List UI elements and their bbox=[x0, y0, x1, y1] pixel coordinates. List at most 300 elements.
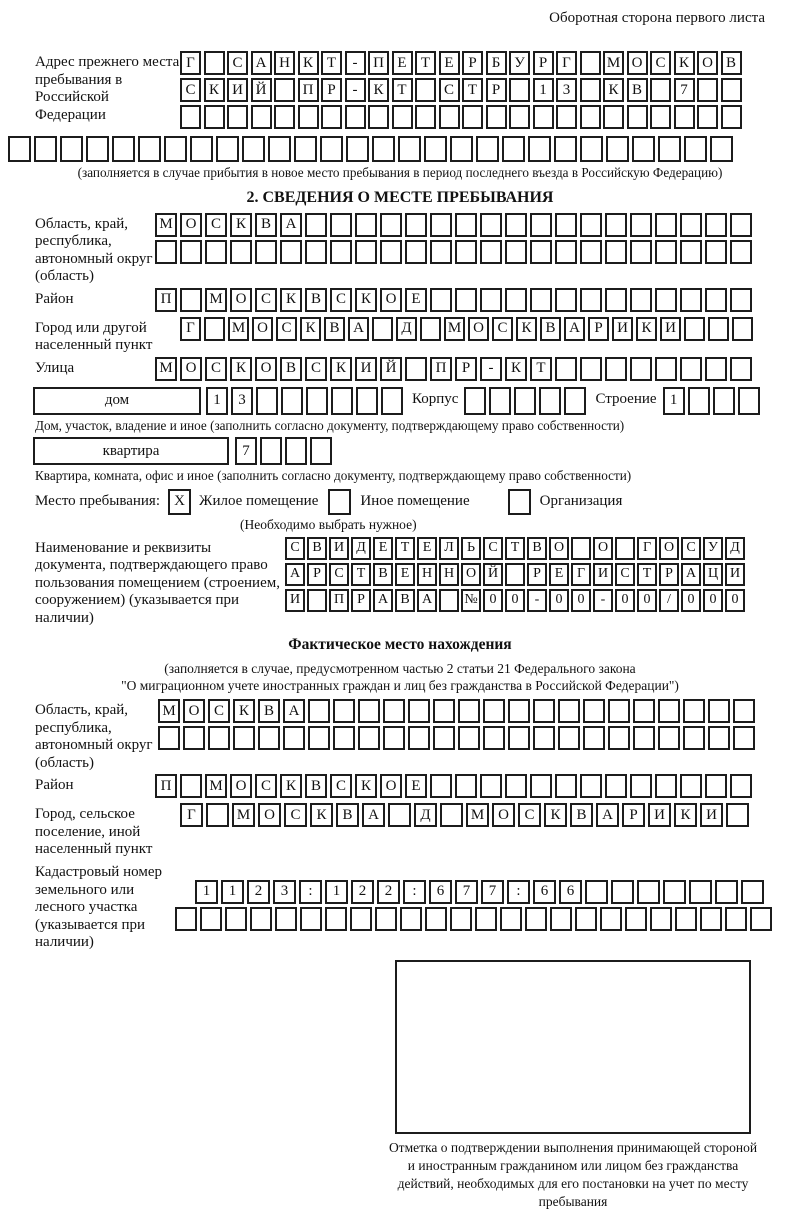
char-box bbox=[528, 136, 551, 162]
char-box: В bbox=[627, 78, 648, 102]
section2-title: 2. СВЕДЕНИЯ О МЕСТЕ ПРЕБЫВАНИЯ bbox=[246, 188, 554, 206]
char-box bbox=[346, 136, 369, 162]
char-box: В bbox=[721, 51, 742, 75]
char-box: 7 bbox=[455, 880, 478, 904]
char-box: О bbox=[593, 537, 613, 560]
char-box: А bbox=[564, 317, 585, 341]
char-box bbox=[738, 387, 760, 415]
char-box bbox=[708, 726, 730, 750]
char-box: О bbox=[697, 51, 718, 75]
char-box: Г bbox=[180, 803, 203, 827]
char-box bbox=[730, 774, 752, 798]
char-box: 0 bbox=[681, 589, 701, 612]
checkbox-organization[interactable] bbox=[508, 489, 531, 515]
char-box bbox=[633, 726, 655, 750]
char-box bbox=[225, 907, 247, 931]
char-box bbox=[658, 699, 680, 723]
field-street bbox=[35, 357, 765, 384]
residential-label: Жилое помещение bbox=[199, 493, 319, 510]
char-box: У bbox=[509, 51, 530, 75]
field-actual-district bbox=[35, 774, 765, 801]
char-box bbox=[205, 240, 227, 264]
char-box bbox=[256, 387, 278, 415]
char-box bbox=[8, 136, 31, 162]
char-box bbox=[630, 288, 652, 312]
previous-address-row-2[interactable] bbox=[180, 78, 765, 102]
char-box: С bbox=[492, 317, 513, 341]
char-box bbox=[650, 907, 672, 931]
char-box bbox=[580, 51, 601, 75]
char-box bbox=[405, 213, 427, 237]
city-row[interactable] bbox=[180, 317, 765, 341]
char-box bbox=[86, 136, 109, 162]
char-box bbox=[258, 726, 280, 750]
previous-address-label: Адрес прежнего места пребывания в Российской Федерации bbox=[35, 54, 180, 123]
char-box: К bbox=[355, 288, 377, 312]
char-box: Д bbox=[351, 537, 371, 560]
char-box: Р bbox=[455, 357, 477, 381]
char-box bbox=[321, 105, 342, 129]
char-box: И bbox=[648, 803, 671, 827]
char-box: В bbox=[324, 317, 345, 341]
char-box bbox=[705, 288, 727, 312]
char-box: Е bbox=[392, 51, 413, 75]
char-box bbox=[405, 357, 427, 381]
char-box bbox=[430, 240, 452, 264]
char-box: Р bbox=[321, 78, 342, 102]
stroenie-boxes[interactable] bbox=[663, 387, 763, 415]
char-box: С bbox=[285, 537, 305, 560]
char-box bbox=[688, 387, 710, 415]
char-box: М bbox=[155, 357, 177, 381]
char-box: - bbox=[593, 589, 613, 612]
char-box: К bbox=[230, 357, 252, 381]
korpus-label: Корпус bbox=[412, 390, 459, 407]
actual-region-label: Область, край, республика, автономный округ (область) bbox=[35, 702, 153, 771]
char-box bbox=[420, 317, 441, 341]
char-box: 1 bbox=[533, 78, 554, 102]
char-box: П bbox=[329, 589, 349, 612]
char-box bbox=[555, 213, 577, 237]
char-box bbox=[356, 387, 378, 415]
char-box: С bbox=[205, 213, 227, 237]
char-box bbox=[358, 726, 380, 750]
char-box bbox=[388, 803, 411, 827]
char-box: К bbox=[544, 803, 567, 827]
field-stay-type bbox=[35, 489, 765, 515]
char-box bbox=[509, 78, 530, 102]
char-box bbox=[408, 699, 430, 723]
actual-city-row[interactable] bbox=[180, 803, 765, 827]
char-box bbox=[650, 105, 671, 129]
char-box: И bbox=[700, 803, 723, 827]
char-box bbox=[464, 387, 486, 415]
char-box bbox=[183, 726, 205, 750]
char-box bbox=[741, 880, 764, 904]
char-box bbox=[605, 213, 627, 237]
char-box bbox=[680, 774, 702, 798]
char-box: О bbox=[183, 699, 205, 723]
apartment-number-boxes[interactable] bbox=[235, 437, 335, 465]
char-box: 1 bbox=[663, 387, 685, 415]
cadastral-number-row-2[interactable] bbox=[175, 907, 775, 931]
char-box bbox=[430, 774, 452, 798]
region-label: Область, край, республика, автономный округ (область) bbox=[35, 215, 153, 285]
char-box: К bbox=[505, 357, 527, 381]
char-box: Е bbox=[405, 774, 427, 798]
char-box: К bbox=[204, 78, 225, 102]
char-box bbox=[730, 240, 752, 264]
char-box: Т bbox=[637, 563, 657, 586]
char-box: М bbox=[158, 699, 180, 723]
char-box bbox=[475, 907, 497, 931]
char-box bbox=[680, 213, 702, 237]
checkbox-residential[interactable]: X bbox=[168, 489, 191, 515]
korpus-boxes[interactable] bbox=[464, 387, 589, 415]
char-box: С bbox=[650, 51, 671, 75]
char-box bbox=[415, 105, 436, 129]
char-box bbox=[684, 317, 705, 341]
char-box: 7 bbox=[674, 78, 695, 102]
char-box bbox=[308, 699, 330, 723]
char-box: П bbox=[368, 51, 389, 75]
char-box: С bbox=[330, 774, 352, 798]
char-box bbox=[530, 774, 552, 798]
char-box bbox=[227, 105, 248, 129]
char-box: 0 bbox=[725, 589, 745, 612]
char-box bbox=[331, 387, 353, 415]
char-box bbox=[697, 105, 718, 129]
char-box: С bbox=[483, 537, 503, 560]
char-box: Р bbox=[527, 563, 547, 586]
char-box: В bbox=[258, 699, 280, 723]
char-box bbox=[715, 880, 738, 904]
char-box: К bbox=[368, 78, 389, 102]
char-box: О bbox=[230, 774, 252, 798]
char-box: В bbox=[373, 563, 393, 586]
char-box: В bbox=[540, 317, 561, 341]
char-box: С bbox=[205, 357, 227, 381]
char-box: 0 bbox=[637, 589, 657, 612]
char-box bbox=[583, 699, 605, 723]
char-box bbox=[320, 136, 343, 162]
char-box bbox=[555, 357, 577, 381]
char-box bbox=[630, 213, 652, 237]
char-box bbox=[455, 240, 477, 264]
char-box bbox=[655, 357, 677, 381]
char-box: В bbox=[305, 288, 327, 312]
char-box bbox=[458, 699, 480, 723]
char-box bbox=[558, 699, 580, 723]
char-box bbox=[383, 726, 405, 750]
char-box bbox=[500, 907, 522, 931]
cadastral-number-row-1[interactable] bbox=[195, 880, 775, 904]
char-box: Г bbox=[556, 51, 577, 75]
char-box bbox=[580, 105, 601, 129]
char-box bbox=[514, 387, 536, 415]
char-box bbox=[580, 774, 602, 798]
char-box: А bbox=[285, 563, 305, 586]
char-box bbox=[533, 726, 555, 750]
char-box: К bbox=[674, 51, 695, 75]
char-box bbox=[450, 136, 473, 162]
char-box: 0 bbox=[615, 589, 635, 612]
char-box: 3 bbox=[273, 880, 296, 904]
char-box bbox=[216, 136, 239, 162]
char-box bbox=[285, 437, 307, 465]
char-box bbox=[674, 105, 695, 129]
char-box bbox=[655, 774, 677, 798]
char-box bbox=[730, 357, 752, 381]
char-box bbox=[683, 699, 705, 723]
char-box: Р bbox=[462, 51, 483, 75]
char-box: М bbox=[205, 774, 227, 798]
ownership-document-row-1[interactable] bbox=[285, 537, 765, 560]
char-box: Р bbox=[588, 317, 609, 341]
char-box bbox=[726, 803, 749, 827]
char-box: С bbox=[305, 357, 327, 381]
char-box: М bbox=[466, 803, 489, 827]
field-actual-city bbox=[35, 803, 765, 859]
char-box: А bbox=[681, 563, 701, 586]
char-box: 0 bbox=[483, 589, 503, 612]
char-box: Л bbox=[439, 537, 459, 560]
char-box bbox=[509, 105, 530, 129]
char-box: Д bbox=[414, 803, 437, 827]
street-row[interactable] bbox=[155, 357, 765, 381]
ownership-document-label: Наименование и реквизиты документа, подтверждающего право пользования помещением (строением, сооружением) (указывается при наличии) bbox=[35, 539, 280, 626]
city-label: Город или другой населенный пункт bbox=[35, 319, 153, 354]
field-city bbox=[35, 317, 765, 355]
ownership-document-row-3[interactable] bbox=[285, 589, 765, 612]
char-box: О bbox=[461, 563, 481, 586]
char-box bbox=[605, 240, 627, 264]
char-box bbox=[483, 699, 505, 723]
field-district bbox=[35, 288, 765, 315]
char-box bbox=[508, 726, 530, 750]
char-box: Н bbox=[439, 563, 459, 586]
char-box bbox=[580, 357, 602, 381]
char-box bbox=[554, 136, 577, 162]
street-label: Улица bbox=[35, 359, 75, 376]
char-box bbox=[283, 726, 305, 750]
char-box bbox=[433, 726, 455, 750]
ownership-document-row-2[interactable] bbox=[285, 563, 765, 586]
char-box: Р bbox=[533, 51, 554, 75]
char-box: С bbox=[439, 78, 460, 102]
char-box: 6 bbox=[533, 880, 556, 904]
char-box bbox=[675, 907, 697, 931]
char-box bbox=[750, 907, 772, 931]
char-box bbox=[571, 537, 591, 560]
char-box bbox=[658, 726, 680, 750]
previous-address-row-1[interactable] bbox=[180, 51, 765, 75]
char-box bbox=[333, 699, 355, 723]
char-box: 3 bbox=[231, 387, 253, 415]
char-box bbox=[600, 907, 622, 931]
char-box: 2 bbox=[247, 880, 270, 904]
char-box bbox=[705, 357, 727, 381]
char-box: Е bbox=[395, 563, 415, 586]
char-box: В bbox=[527, 537, 547, 560]
house-type-box: дом bbox=[33, 387, 201, 415]
char-box: К bbox=[230, 213, 252, 237]
char-box: С bbox=[208, 699, 230, 723]
char-box bbox=[555, 774, 577, 798]
char-box bbox=[462, 105, 483, 129]
char-box bbox=[725, 907, 747, 931]
char-box bbox=[300, 907, 322, 931]
char-box bbox=[603, 105, 624, 129]
stay-type-label: Место пребывания: bbox=[35, 493, 160, 510]
checkbox-other-premises[interactable] bbox=[328, 489, 351, 515]
char-box bbox=[697, 78, 718, 102]
char-box bbox=[398, 136, 421, 162]
char-box: - bbox=[345, 78, 366, 102]
previous-address-row-3[interactable] bbox=[180, 105, 765, 129]
char-box bbox=[380, 240, 402, 264]
actual-location-title: Фактическое место нахождения bbox=[288, 635, 512, 653]
char-box: Н bbox=[417, 563, 437, 586]
char-box: Р bbox=[622, 803, 645, 827]
char-box bbox=[355, 213, 377, 237]
char-box bbox=[425, 907, 447, 931]
char-box bbox=[415, 78, 436, 102]
char-box bbox=[508, 699, 530, 723]
char-box bbox=[608, 726, 630, 750]
char-box: Т bbox=[415, 51, 436, 75]
stay-type-note: (Необходимо выбрать нужное) bbox=[240, 516, 417, 532]
char-box bbox=[204, 105, 225, 129]
char-box: - bbox=[527, 589, 547, 612]
char-box bbox=[627, 105, 648, 129]
char-box: О bbox=[492, 803, 515, 827]
char-box bbox=[408, 726, 430, 750]
char-box bbox=[605, 357, 627, 381]
char-box bbox=[306, 387, 328, 415]
char-box: А bbox=[373, 589, 393, 612]
char-box bbox=[430, 288, 452, 312]
char-box bbox=[180, 774, 202, 798]
char-box bbox=[580, 288, 602, 312]
char-box bbox=[308, 726, 330, 750]
char-box: К bbox=[330, 357, 352, 381]
char-box bbox=[206, 803, 229, 827]
char-box bbox=[480, 240, 502, 264]
char-box: Т bbox=[530, 357, 552, 381]
char-box: 0 bbox=[703, 589, 723, 612]
char-box: К bbox=[516, 317, 537, 341]
field-previous-address bbox=[35, 51, 765, 132]
char-box: О bbox=[255, 357, 277, 381]
char-box bbox=[505, 563, 525, 586]
char-box: Т bbox=[505, 537, 525, 560]
house-number-boxes[interactable] bbox=[206, 387, 406, 415]
char-box bbox=[713, 387, 735, 415]
char-box bbox=[307, 589, 327, 612]
char-box: О bbox=[258, 803, 281, 827]
actual-location-note-2: "О миграционном учете иностранных граждан и лиц без гражданства в Российской Федерации") bbox=[121, 678, 679, 694]
char-box: А bbox=[280, 213, 302, 237]
char-box bbox=[180, 105, 201, 129]
char-box: В bbox=[336, 803, 359, 827]
char-box: М bbox=[155, 213, 177, 237]
char-box: 1 bbox=[221, 880, 244, 904]
char-box bbox=[155, 240, 177, 264]
char-box: А bbox=[362, 803, 385, 827]
actual-district-row[interactable] bbox=[155, 774, 765, 798]
actual-district-label: Район bbox=[35, 777, 74, 794]
char-box bbox=[310, 437, 332, 465]
char-box bbox=[274, 105, 295, 129]
char-box bbox=[486, 105, 507, 129]
char-box bbox=[489, 387, 511, 415]
apartment-caption: Квартира, комната, офис и иное (заполнить согласно документу, подтверждающему право собственности) bbox=[35, 468, 632, 484]
district-row[interactable] bbox=[155, 288, 765, 312]
char-box bbox=[633, 699, 655, 723]
char-box: А bbox=[417, 589, 437, 612]
field-region bbox=[35, 213, 765, 286]
char-box bbox=[575, 907, 597, 931]
char-box bbox=[580, 240, 602, 264]
char-box bbox=[208, 726, 230, 750]
char-box: Г bbox=[180, 51, 201, 75]
actual-region-row-2[interactable] bbox=[158, 726, 765, 750]
char-box bbox=[625, 907, 647, 931]
char-box bbox=[180, 288, 202, 312]
char-box bbox=[558, 726, 580, 750]
char-box bbox=[705, 240, 727, 264]
char-box: И bbox=[725, 563, 745, 586]
char-box bbox=[260, 437, 282, 465]
char-box bbox=[350, 907, 372, 931]
char-box bbox=[525, 907, 547, 931]
char-box bbox=[200, 907, 222, 931]
char-box bbox=[606, 136, 629, 162]
char-box: 7 bbox=[481, 880, 504, 904]
char-box bbox=[630, 774, 652, 798]
char-box: : bbox=[507, 880, 530, 904]
char-box bbox=[655, 240, 677, 264]
char-box: О bbox=[230, 288, 252, 312]
char-box bbox=[355, 240, 377, 264]
char-box: О bbox=[549, 537, 569, 560]
char-box: С bbox=[255, 288, 277, 312]
char-box: Т bbox=[462, 78, 483, 102]
previous-address-row-4[interactable] bbox=[8, 136, 765, 162]
region-row-1[interactable] bbox=[155, 213, 765, 237]
char-box: 0 bbox=[549, 589, 569, 612]
char-box: О bbox=[627, 51, 648, 75]
char-box: П bbox=[298, 78, 319, 102]
char-box bbox=[721, 78, 742, 102]
char-box bbox=[689, 880, 712, 904]
char-box bbox=[281, 387, 303, 415]
char-box: К bbox=[298, 51, 319, 75]
char-box: А bbox=[251, 51, 272, 75]
region-row-2[interactable] bbox=[155, 240, 765, 264]
char-box: Г bbox=[571, 563, 591, 586]
char-box bbox=[533, 699, 555, 723]
organization-label: Организация bbox=[539, 493, 623, 510]
char-box: В bbox=[307, 537, 327, 560]
actual-region-row-1[interactable] bbox=[158, 699, 765, 723]
char-box: Н bbox=[274, 51, 295, 75]
char-box bbox=[405, 240, 427, 264]
char-box: В bbox=[395, 589, 415, 612]
char-box bbox=[502, 136, 525, 162]
char-box: 2 bbox=[377, 880, 400, 904]
